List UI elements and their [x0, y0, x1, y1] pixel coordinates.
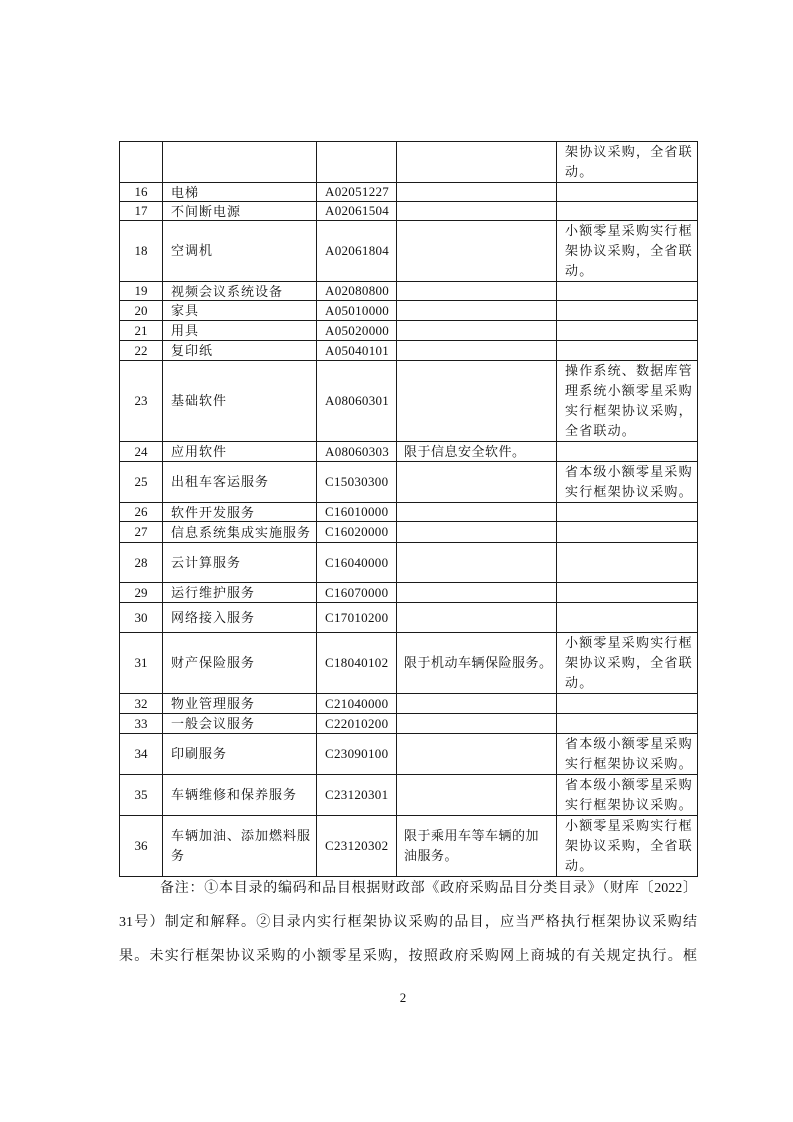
item-note [557, 183, 698, 202]
item-number: 16 [120, 183, 163, 202]
item-code: C21040000 [317, 694, 397, 714]
note-line: 架协议采购，全省联 [565, 243, 693, 258]
note-line: 实行框架协议采购。 [565, 756, 693, 771]
item-scope [397, 221, 557, 282]
item-name [163, 202, 317, 221]
table-row [120, 522, 698, 543]
name-line: 出租车客运服务 [171, 474, 270, 489]
note-line: 架协议采购，全省联 [565, 838, 693, 853]
item-code: C17010200 [317, 603, 397, 633]
item-number: 25 [120, 462, 163, 503]
item-code: C16040000 [317, 543, 397, 583]
name-line: 信息系统集成实施服务 [171, 524, 312, 540]
item-name [163, 442, 317, 462]
name-line: 运行维护服务 [171, 585, 256, 600]
item-code: C16020000 [317, 522, 397, 543]
item-scope [397, 583, 557, 603]
item-name [163, 816, 317, 877]
item-note [557, 442, 698, 462]
item-note [557, 301, 698, 321]
table-row [120, 462, 698, 503]
item-name [163, 183, 317, 202]
scope-line: 限于乘用车等车辆的加 [404, 828, 540, 843]
name-line: 务 [171, 848, 186, 863]
name-line: 基础软件 [171, 393, 228, 408]
item-name [163, 282, 317, 301]
item-name [163, 361, 317, 442]
item-scope [397, 503, 557, 522]
note-line: 省本级小额零星采购 [565, 464, 693, 479]
item-code: C16070000 [317, 583, 397, 603]
item-code [317, 142, 397, 183]
item-scope [397, 183, 557, 202]
table-row [120, 775, 698, 816]
item-name [163, 734, 317, 775]
item-name [163, 301, 317, 321]
item-name [163, 714, 317, 734]
item-number: 33 [120, 714, 163, 734]
name-line: 印刷服务 [171, 746, 228, 761]
table-row [120, 694, 698, 714]
item-number: 18 [120, 221, 163, 282]
footnote-remarks [119, 872, 697, 974]
note-line: 全省联动。 [565, 423, 637, 438]
name-line: 不间断电源 [171, 203, 242, 219]
item-code: A02080800 [317, 282, 397, 301]
item-code: A08060303 [317, 442, 397, 462]
item-note [557, 583, 698, 603]
item-scope [397, 633, 557, 694]
procurement-catalog-table [119, 141, 698, 877]
item-scope [397, 341, 557, 361]
item-number: 36 [120, 816, 163, 877]
item-scope [397, 301, 557, 321]
item-code: A08060301 [317, 361, 397, 442]
item-code: A02051227 [317, 183, 397, 202]
item-number: 34 [120, 734, 163, 775]
item-scope [397, 714, 557, 734]
item-note [557, 221, 698, 282]
note-line: 小额零星采购实行框 [565, 635, 693, 650]
table-row [120, 321, 698, 341]
note-line: 理系统小额零星采购 [565, 383, 693, 398]
table-row [120, 734, 698, 775]
item-number: 26 [120, 503, 163, 522]
item-code: C23120301 [317, 775, 397, 816]
note-line: 动。 [565, 263, 594, 278]
item-code: C22010200 [317, 714, 397, 734]
item-name [163, 221, 317, 282]
name-line: 软件开发服务 [171, 504, 256, 520]
item-note [557, 503, 698, 522]
name-line: 一般会议服务 [171, 716, 256, 731]
item-name [163, 462, 317, 503]
item-number [120, 142, 163, 183]
item-scope [397, 734, 557, 775]
item-name [163, 633, 317, 694]
item-number: 35 [120, 775, 163, 816]
note-line: 架协议采购，全省联 [565, 655, 693, 670]
item-note [557, 734, 698, 775]
table-row [120, 503, 698, 522]
table-row [120, 221, 698, 282]
item-name [163, 522, 317, 543]
item-name [163, 341, 317, 361]
item-scope [397, 321, 557, 341]
item-number: 17 [120, 202, 163, 221]
note-line: 实行框架协议采购。 [565, 797, 693, 812]
item-note [557, 522, 698, 543]
table-row [120, 816, 698, 877]
item-number: 28 [120, 543, 163, 583]
item-name [163, 142, 317, 183]
table-row [120, 633, 698, 694]
scope-line: 限于信息安全软件。 [404, 444, 526, 459]
item-code: C15030300 [317, 462, 397, 503]
item-scope [397, 694, 557, 714]
item-name [163, 775, 317, 816]
item-number: 27 [120, 522, 163, 543]
item-scope [397, 442, 557, 462]
item-scope [397, 282, 557, 301]
name-line: 用具 [171, 323, 200, 338]
item-number: 30 [120, 603, 163, 633]
footnote-line: 31号）制定和解释。②目录内实行框架协议采购的品目，应当严格执行框架协议采购结 [119, 915, 697, 930]
item-note [557, 282, 698, 301]
table-row [120, 442, 698, 462]
table-row [120, 583, 698, 603]
note-line: 架协议采购，全省联 [565, 144, 693, 159]
item-scope [397, 462, 557, 503]
note-line: 小额零星采购实行框 [565, 223, 693, 238]
item-name [163, 583, 317, 603]
item-note [557, 603, 698, 633]
note-line: 实行框架协议采购。 [565, 484, 693, 499]
item-note [557, 142, 698, 183]
name-line: 空调机 [171, 243, 214, 258]
note-line: 实行框架协议采购， [565, 403, 693, 418]
table-row [120, 714, 698, 734]
item-code: A05020000 [317, 321, 397, 341]
item-code: C18040102 [317, 633, 397, 694]
note-line: 动。 [565, 675, 594, 690]
item-code: A02061504 [317, 202, 397, 221]
item-code: A05010000 [317, 301, 397, 321]
item-code: C23120302 [317, 816, 397, 877]
item-note [557, 361, 698, 442]
item-scope [397, 142, 557, 183]
item-note [557, 462, 698, 503]
item-number: 19 [120, 282, 163, 301]
item-note [557, 341, 698, 361]
note-line: 动。 [565, 164, 594, 179]
scope-line: 油服务。 [404, 848, 459, 863]
name-line: 电梯 [171, 184, 200, 200]
table-row [120, 282, 698, 301]
item-scope [397, 543, 557, 583]
item-name [163, 603, 317, 633]
item-note [557, 694, 698, 714]
item-note [557, 202, 698, 221]
item-code: A02061804 [317, 221, 397, 282]
table-row [120, 301, 698, 321]
name-line: 视频会议系统设备 [171, 283, 284, 299]
item-number: 31 [120, 633, 163, 694]
table-row-continuation [120, 142, 698, 183]
note-line: 小额零星采购实行框 [565, 818, 693, 833]
item-note [557, 775, 698, 816]
table-row [120, 202, 698, 221]
table-row [120, 361, 698, 442]
item-number: 29 [120, 583, 163, 603]
item-scope [397, 522, 557, 543]
item-note [557, 543, 698, 583]
footnote-line: 备注：①本目录的编码和品目根据财政部《政府采购品目分类目录》（财库〔2022〕 [160, 881, 697, 896]
note-line: 操作系统、数据库管 [565, 363, 693, 378]
item-number: 23 [120, 361, 163, 442]
item-scope [397, 775, 557, 816]
item-number: 24 [120, 442, 163, 462]
item-code: A05040101 [317, 341, 397, 361]
table-row [120, 603, 698, 633]
table-row [120, 543, 698, 583]
name-line: 车辆维修和保养服务 [171, 787, 298, 802]
item-number: 22 [120, 341, 163, 361]
item-note [557, 816, 698, 877]
note-line: 省本级小额零星采购 [565, 736, 693, 751]
name-line: 复印纸 [171, 343, 214, 358]
item-scope [397, 603, 557, 633]
item-name [163, 543, 317, 583]
item-number: 21 [120, 321, 163, 341]
item-note [557, 633, 698, 694]
item-number: 20 [120, 301, 163, 321]
item-scope [397, 816, 557, 877]
note-line: 动。 [565, 858, 594, 873]
name-line: 车辆加油、添加燃料服 [171, 828, 312, 843]
item-number: 32 [120, 694, 163, 714]
item-code: C16010000 [317, 503, 397, 522]
table-row [120, 183, 698, 202]
item-note [557, 321, 698, 341]
page-number: 2 [399, 990, 407, 1005]
name-line: 家具 [171, 303, 200, 318]
scope-line: 限于机动车辆保险服务。 [404, 655, 553, 670]
footnote-line: 果。未实行框架协议采购的小额零星采购，按照政府采购网上商城的有关规定执行。框 [119, 949, 697, 964]
item-scope [397, 361, 557, 442]
item-name [163, 321, 317, 341]
name-line: 云计算服务 [171, 555, 242, 570]
item-scope [397, 202, 557, 221]
table-row [120, 341, 698, 361]
item-code: C23090100 [317, 734, 397, 775]
note-line: 省本级小额零星采购 [565, 777, 693, 792]
name-line: 应用软件 [171, 444, 228, 459]
item-name [163, 694, 317, 714]
name-line: 财产保险服务 [171, 655, 256, 670]
name-line: 网络接入服务 [171, 610, 256, 625]
item-note [557, 714, 698, 734]
name-line: 物业管理服务 [171, 696, 256, 711]
item-name [163, 503, 317, 522]
